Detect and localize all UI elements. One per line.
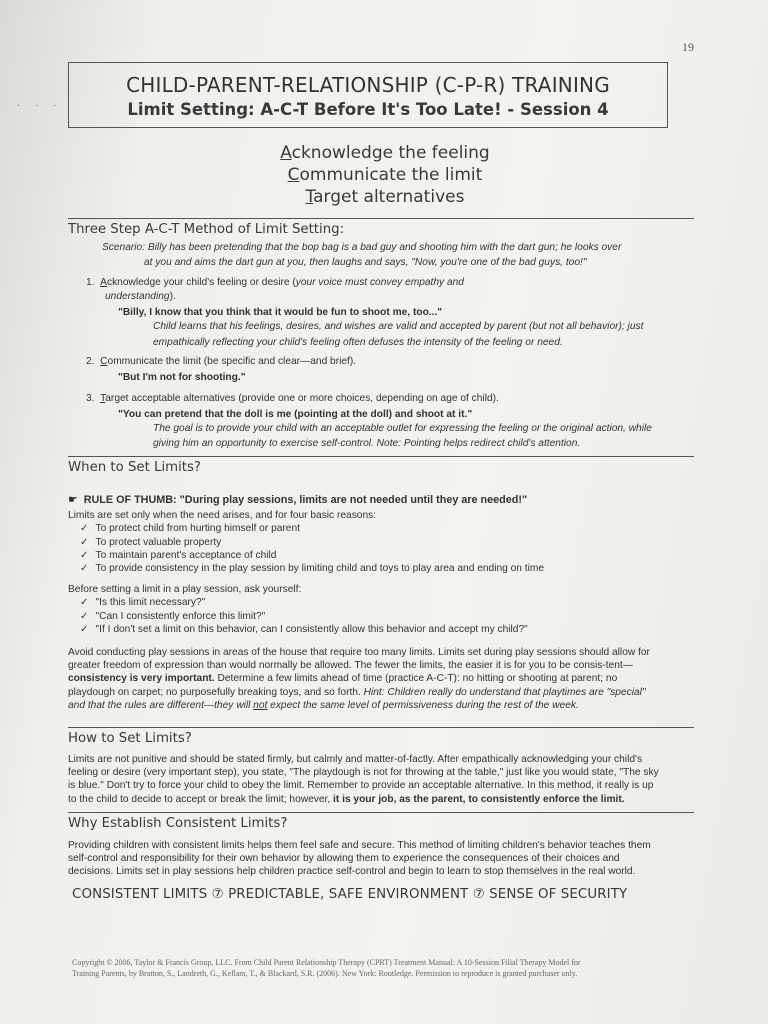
how-line-1: Limits are not punitive and should be stated firmly, but calmly and matter-of-factly. After empathically acknowledging your child's (68, 754, 643, 765)
act-a-rest: cknowledge the feeling (291, 143, 490, 163)
step-1-number: 1. (86, 277, 95, 289)
how-section (68, 727, 694, 806)
why-section (68, 812, 694, 879)
step-1-text: cknowledge your child's feeling or desire ( (106, 277, 296, 289)
reason-item-text: To protect child from hurting himself or parent (95, 523, 300, 535)
checkmark-icon: ✓ (80, 610, 89, 622)
step-1-note-2: empathically reflecting your child's feeling often defuses the intensity of the feeling or need. (153, 337, 563, 349)
reason-item-text: To maintain parent's acceptance of child (95, 549, 277, 561)
step-2 (86, 355, 694, 368)
step-1-end: ). (169, 290, 176, 302)
question-item-text: "Can I consistently enforce this limit?" (95, 610, 266, 622)
step-3-quote: "You can pretend that the doll is me (pointing at the doll) and shoot at it." (118, 409, 473, 421)
rule-of-thumb (68, 494, 694, 507)
question-item-text: "If I don't set a limit on this behavior, can I consistently allow this behavior and accept my child?" (95, 623, 528, 635)
step-3-note: The goal is to provide your child with an acceptable outlet for expressing the feeling or the original action, while (153, 423, 652, 435)
act-c-rest: ommunicate the limit (299, 165, 483, 185)
three-step-heading: Three Step A-C-T Method of Limit Setting: (68, 218, 694, 237)
when-heading: When to Set Limits? (68, 456, 694, 475)
step-3-text: arget acceptable alternatives (provide one or more choices, depending on age of child). (105, 392, 499, 404)
checkmark-icon: ✓ (80, 523, 89, 535)
footer-line-2: Training Parents, by Bratton, S., Landreth, G., Kellam, T., & Blackard, S.R. (2006). New York: Routledge. Permission to reproduce is granted purchaser only. (72, 969, 578, 978)
why-para (68, 839, 694, 879)
checkmark-icon: ✓ (80, 563, 89, 575)
when-para-line-3-rest: Determine a few limits ahead of time (practice A-C-T): no hitting or shooting at parent; no (214, 673, 618, 685)
how-heading: How to Set Limits? (68, 727, 694, 746)
when-para-line-5 (68, 699, 694, 712)
reason-item (80, 549, 694, 562)
step-3-note-2: giving him an opportunity to exercise self-control. Note: Pointing helps redirect child's attention. (153, 438, 581, 450)
step-1-letter: A (100, 277, 107, 289)
reason-item-text: To provide consistency in the play session by limiting child and toys to play area and ending on time (95, 563, 545, 575)
act-t-letter: T (305, 187, 314, 207)
consistent-limits-line (72, 887, 627, 902)
why-heading: Why Establish Consistent Limits? (68, 812, 694, 831)
step-2-quote: "But I'm not for shooting." (118, 371, 246, 383)
reason-item (80, 536, 694, 549)
title-box (68, 62, 668, 128)
how-line-3: is blue." Don't try to force your child to obey the limit. Remember to provide an acceptable alternative. In this method, it really is up (68, 780, 654, 792)
question-item-text: "Is this limit necessary?" (95, 597, 206, 609)
why-line-1: Providing children with consistent limits helps them feel safe and secure. This method of limiting children's behavior teaches them (68, 840, 651, 851)
act-a-letter: A (280, 143, 292, 163)
how-line-4-text: to the child to decide to accept or break the limit; however, (68, 793, 334, 805)
when-para-line-2: greater freedom of expression than would normally be allowed. The fewer the limits, the easier it is for you to be consis-tent— (68, 660, 633, 672)
margin-marks: · · · (17, 100, 63, 111)
ask-intro: Before setting a limit in a play session, ask yourself: (68, 584, 302, 596)
act-acknowledge (200, 142, 570, 164)
checkmark-icon: ✓ (80, 536, 89, 548)
act-t-rest: arget alternatives (313, 187, 465, 207)
why-line-2: self-control and responsibility for their own behavior by allowing them to experience the consequences of their choices and (68, 853, 620, 865)
step-3 (86, 392, 694, 405)
copyright-footer (72, 957, 692, 979)
step-2-number: 2. (86, 356, 95, 368)
reason-item-text: To protect valuable property (95, 536, 222, 548)
footer-line-1: Copyright © 2006, Taylor & Francis Group, LLC. From Child Parent Relationship Therapy (CPRT) Treatment Manual: A 10-Session Filial Therapy Model for (72, 958, 581, 967)
not-underlined: not (253, 699, 268, 711)
when-para-line-5-text: and that the rules are different—they will (68, 699, 254, 711)
when-para-line-4 (68, 686, 694, 699)
session-subtitle: Limit Setting: A-C-T Before It's Too Late! - Session 4 (127, 100, 609, 119)
pointing-hand-icon: ☛ (68, 494, 78, 506)
step-3-letter: T (100, 392, 106, 404)
reasons-intro: Limits are set only when the need arises, and for four basic reasons: (68, 510, 377, 522)
predictable-environment-text: PREDICTABLE, SAFE ENVIRONMENT (228, 887, 469, 902)
consistency-bold: consistency is very important. (68, 673, 215, 685)
when-para-line-5-end: expect the same level of permissiveness during the rest of the week. (267, 699, 579, 711)
consistent-limits-text: CONSISTENT LIMITS (72, 887, 208, 902)
question-item (80, 596, 694, 609)
step-1 (86, 276, 694, 289)
circled-arrow-icon: ⑦ (211, 887, 224, 902)
step-1-note: Child learns that his feelings, desires, and wishes are valid and accepted by parent (but not all behavior); just (153, 321, 644, 333)
when-section (68, 456, 694, 712)
step-2-letter: C (100, 356, 108, 368)
questions-list (68, 596, 694, 636)
reasons-list (68, 522, 694, 575)
step-3-number: 3. (86, 392, 95, 404)
reason-item (80, 522, 694, 535)
reason-item (80, 562, 694, 575)
checkmark-icon: ✓ (80, 597, 89, 609)
act-communicate (200, 164, 570, 186)
when-para-line-3 (68, 672, 694, 685)
enforce-limit-bold: it is your job, as the parent, to consistently enforce the limit. (333, 793, 625, 805)
when-para (68, 646, 694, 712)
page-number: 19 (682, 40, 694, 54)
step-1-italic-2: understanding (105, 290, 170, 302)
step-1-italic: your voice must convey empathy and (295, 277, 464, 289)
act-target (200, 186, 570, 208)
question-item (80, 610, 694, 623)
rule-text: RULE OF THUMB: "During play sessions, limits are not needed until they are needed!" (83, 494, 528, 506)
step-1-quote: "Billy, I know that you think that it would be fun to shoot me, too..." (118, 306, 443, 318)
step-2-text: ommunicate the limit (be specific and clear—and brief). (107, 356, 357, 368)
main-title: CHILD-PARENT-RELATIONSHIP (C-P-R) TRAINING (126, 73, 610, 97)
question-item (80, 623, 694, 636)
how-line-2: feeling or desire (very important step), you state, "The playdough is not for throwing at the table," just like you would state, "The sky (68, 767, 659, 779)
why-line-3: decisions. Limits set in play sessions help children practice self-control and begin to learn to stop themselves in the real world. (68, 866, 636, 878)
hint-italic: Hint: Children really do understand that playtimes are "special" (363, 686, 646, 698)
sense-of-security-text: SENSE OF SECURITY (489, 887, 628, 902)
checkmark-icon: ✓ (80, 623, 89, 635)
scenario-line-1: Scenario: Billy has been pretending that the bop bag is a bad guy and shooting him with the dart gun; he looks over (102, 242, 622, 253)
act-c-letter: C (287, 165, 300, 185)
when-para-line-4-rest: playdough on carpet; no purposefully breaking toys, and so forth. (68, 686, 364, 698)
scenario-line-2: at you and aims the dart gun at you, then laughs and says, "Now, you're one of the bad guys, too!" (144, 257, 587, 269)
circled-arrow-icon: ⑦ (472, 887, 485, 902)
how-line-4 (68, 793, 694, 806)
when-para-line-1: Avoid conducting play sessions in areas of the house that require too many limits. Limits set during play sessions should allow for (68, 647, 650, 659)
three-step-section (68, 218, 694, 451)
how-para (68, 753, 694, 806)
checkmark-icon: ✓ (80, 549, 89, 561)
step-1-cont (105, 290, 694, 303)
act-acronym-block (200, 142, 570, 208)
